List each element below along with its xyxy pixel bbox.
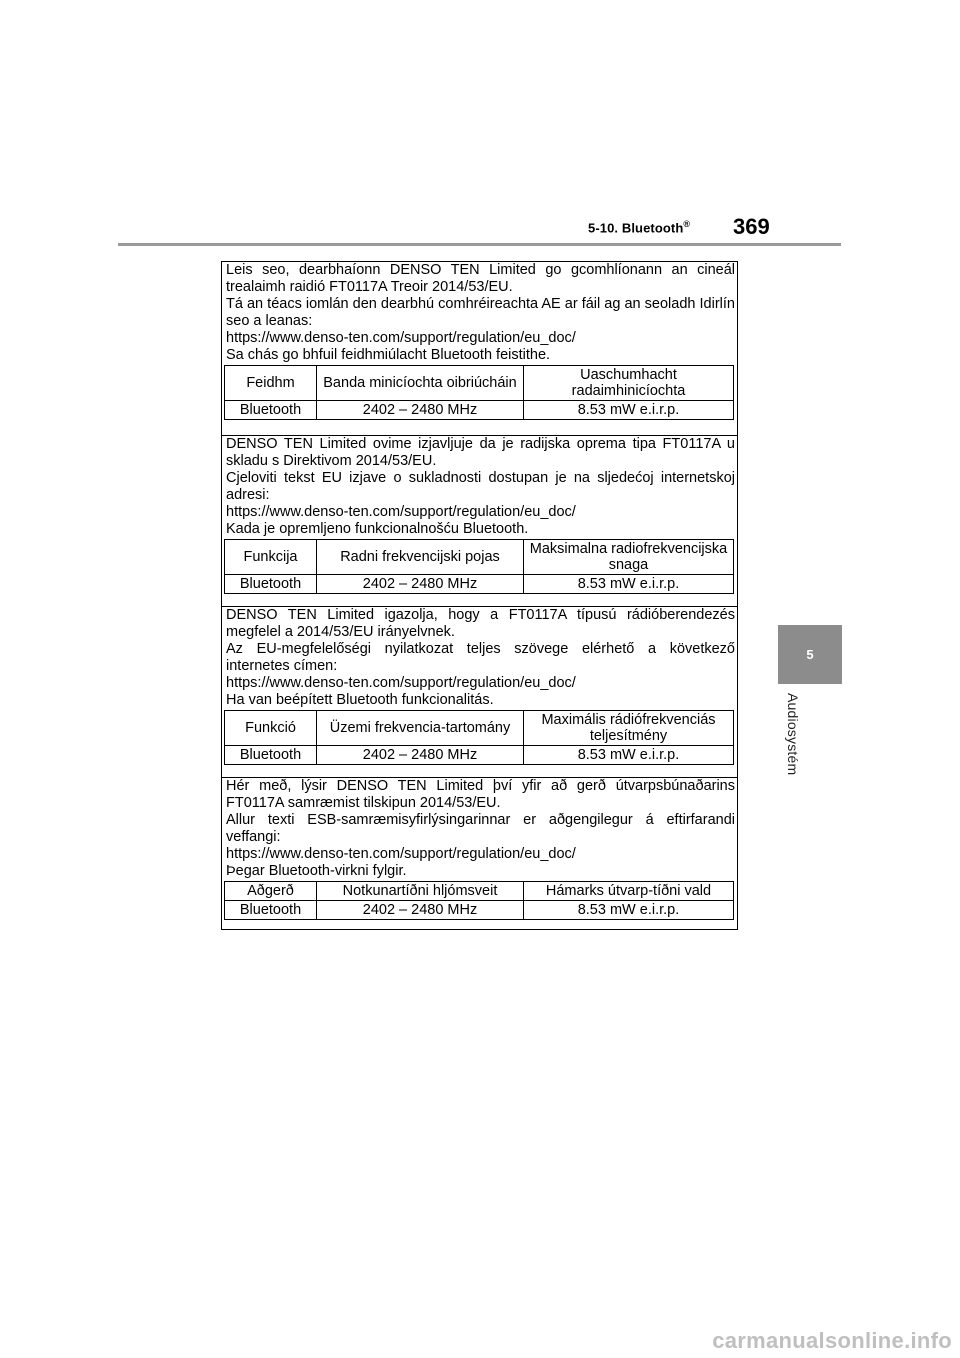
table-cell: Bluetooth [225,575,317,594]
declaration-availability: Allur texti ESB-samræmisyfirlýsingarinnar er aðgengilegur á eftirfarandi veffangi: [226,812,735,845]
table-header-row [225,366,734,401]
declaration-block-hungarian [222,606,737,765]
table-row [225,901,734,920]
spec-table [224,539,734,594]
table-row [225,575,734,594]
table-header-cell: Feidhm [225,366,317,401]
declaration-block-irish [222,262,737,420]
table-row [225,746,734,765]
declaration-condition: Ha van beépített Bluetooth funkcionalitás. [226,692,494,708]
chapter-number: 5 [806,647,814,662]
table-cell: Bluetooth [225,746,317,765]
table-header-cell: Uaschumhacht radaimhinicíochta [524,366,734,401]
declaration-block-icelandic [222,777,737,920]
declaration-url[interactable]: https://www.denso-ten.com/support/regulation/eu_doc/ [226,846,576,862]
spec-table [224,710,734,765]
table-header-cell: Radni frekvencijski pojas [317,540,524,575]
table-header-row [225,882,734,901]
declaration-statement: Hér með, lýsir DENSO TEN Limited því yfir að gerð útvarpsbúnaðarins FT0117A samræmist tilskipun 2014/53/EU. [226,778,735,811]
declaration-statement: DENSO TEN Limited ovime izjavljuje da je radijska oprema tipa FT0117A u skladu s Direktivom 2014/53/EU. [226,436,735,469]
table-cell: Bluetooth [225,901,317,920]
declaration-availability: Cjeloviti tekst EU izjave o sukladnosti dostupan je na sljedećoj internetskoj adresi: [226,470,735,503]
table-cell: 8.53 mW e.i.r.p. [524,901,734,920]
chapter-label: Audiosystém [785,693,801,776]
declaration-block-croatian [222,435,737,594]
table-cell: 8.53 mW e.i.r.p. [524,401,734,420]
declaration-condition: Sa chás go bhfuil feidhmiúlacht Bluetooth feistithe. [226,347,551,363]
declaration-condition: Þegar Bluetooth-virkni fylgir. [226,863,407,879]
declaration-statement: DENSO TEN Limited igazolja, hogy a FT0117A típusú rádióberendezés megfelel a 2014/53/EU irányelvnek. [226,607,735,640]
declaration-condition: Kada je opremljeno funkcionalnošću Bluetooth. [226,521,529,537]
declaration-availability: Tá an téacs iomlán den dearbhú comhréireachta AE ar fáil ag an seoladh Idirlín seo a leanas: [226,296,735,329]
table-header-cell: Üzemi frekvencia-tartomány [317,711,524,746]
header-divider [118,243,841,246]
section-title: 5-10. Bluetooth® [588,219,691,236]
declaration-url[interactable]: https://www.denso-ten.com/support/regulation/eu_doc/ [226,504,576,520]
table-cell: 2402 – 2480 MHz [317,575,524,594]
table-header-row [225,711,734,746]
chapter-tab[interactable] [778,625,842,684]
table-row [225,401,734,420]
table-header-cell: Hámarks útvarp-tíðni vald [524,882,734,901]
table-header-cell: Banda minicíochta oibriúcháin [317,366,524,401]
table-header-cell: Maximális rádiófrekvenciás teljesítmény [524,711,734,746]
spec-table [224,365,734,420]
table-cell: 8.53 mW e.i.r.p. [524,746,734,765]
table-cell: 8.53 mW e.i.r.p. [524,575,734,594]
declaration-box [221,261,738,930]
table-header-cell: Funkció [225,711,317,746]
table-header-cell: Maksimalna radiofrekvencijska snaga [524,540,734,575]
table-cell: Bluetooth [225,401,317,420]
table-header-cell: Aðgerð [225,882,317,901]
watermark: carmanualsonline.info [712,1328,952,1353]
page-number: 369 [733,214,770,239]
declaration-url[interactable]: https://www.denso-ten.com/support/regulation/eu_doc/ [226,675,576,691]
spec-table [224,881,734,920]
table-header-cell: Notkunartíðni hljómsveit [317,882,524,901]
table-cell: 2402 – 2480 MHz [317,401,524,420]
declaration-url[interactable]: https://www.denso-ten.com/support/regulation/eu_doc/ [226,330,576,346]
table-header-row [225,540,734,575]
declaration-statement: Leis seo, dearbhaíonn DENSO TEN Limited go gcomhlíonann an cineál trealaimh raidió FT0117A Treoir 2014/53/EU. [226,262,735,295]
table-header-cell: Funkcija [225,540,317,575]
table-cell: 2402 – 2480 MHz [317,901,524,920]
declaration-availability: Az EU-megfelelőségi nyilatkozat teljes szövege elérhető a következő internetes címen: [226,641,735,674]
table-cell: 2402 – 2480 MHz [317,746,524,765]
